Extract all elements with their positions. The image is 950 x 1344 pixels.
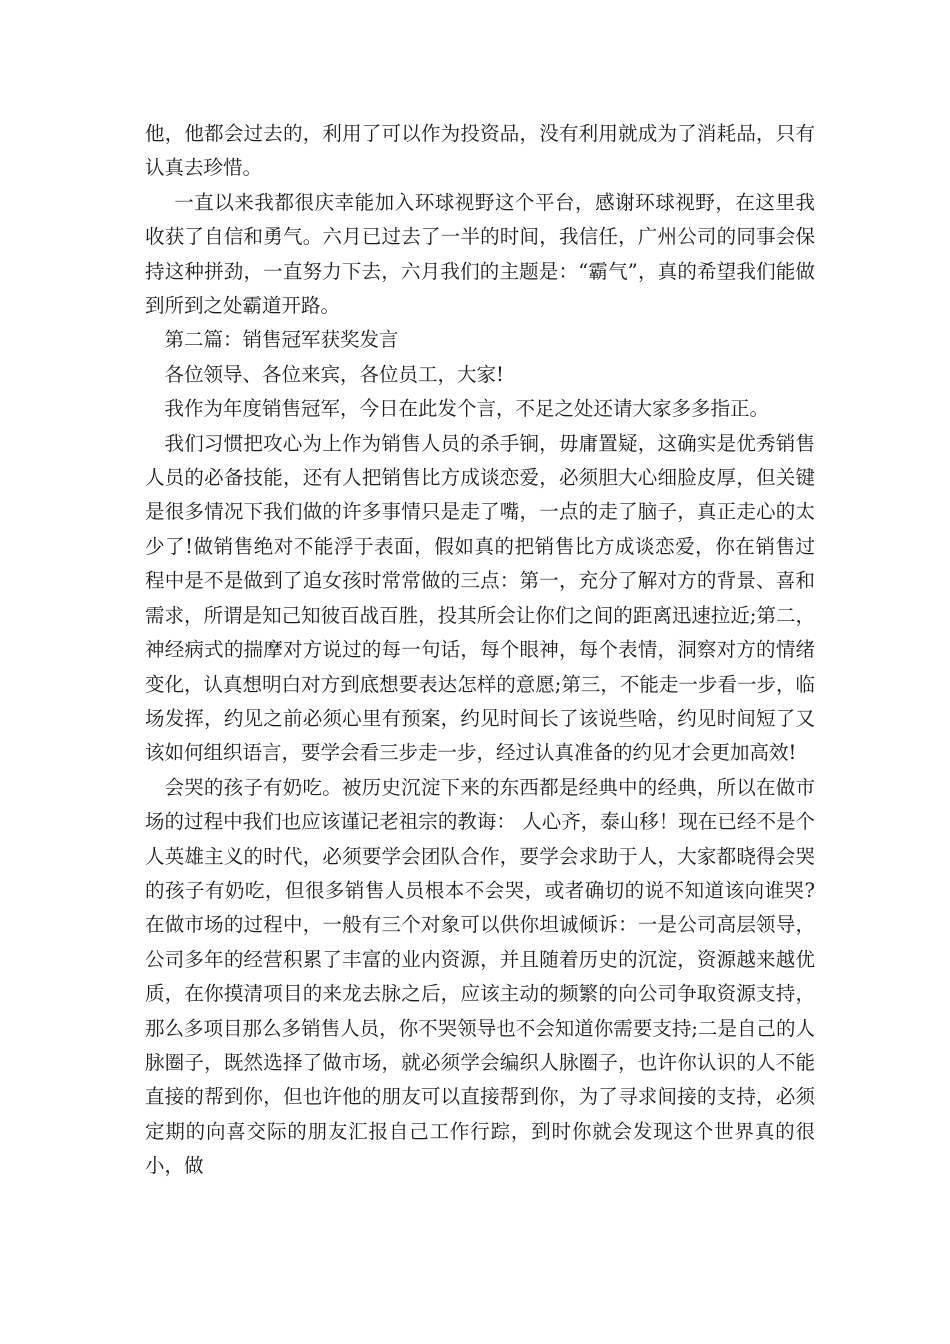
paragraph-gratitude: 一直以来我都很庆幸能加入环球视野这个平台，感谢环球视野，在这里我收获了自信和勇气。六月已过去了一半的时间，我信任，广州公司的同事会保持这种拼劲，一直努力下去，六月我们的主题是：“霸气”，真的希望我们能做到所到之处霸道开路。 (145, 190, 815, 318)
paragraph-intro: 我作为年度销售冠军，今日在此发个言，不足之处还请大家多多指正。 (164, 397, 770, 421)
section-heading: 第二篇：销售冠军获奖发言 (164, 328, 399, 352)
paragraph-continuation: 他，他都会过去的，利用了可以作为投资品，没有利用就成为了消耗品，只有认真去珍惜。 (145, 122, 815, 180)
paragraph-sales-heart: 我们习惯把攻心为上作为销售人员的杀手锏，毋庸置疑，这确实是优秀销售人员的必备技能，还有人把销售比方成谈恋爱，必须胆大心细脸皮厚，但关键是很多情况下我们做的许多事情只是走了嘴，一点的走了脑子，真正走心的太少了!做销售绝对不能浮于表面，假如真的把销售比方成谈恋爱，你在销售过程中是不是做到了追女孩时常常做的三点：第一，充分了解对方的背景、喜和需求，所谓是知己知彼百战百胜，投其所会让你们之间的距离迅速拉近;第二，神经病式的揣摩对方说过的每一句话，每个眼神，每个表情，洞察对方的情绪变化，认真想明白对方到底想要表达怎样的意愿;第三，不能走一步看一步，临场发挥，约见之前必须心里有预案，约见时间长了该说些啥，约见时间短了又该如何组织语言，要学会看三步走一步，经过认真准备的约见才会更加高效! (145, 431, 815, 765)
document-body (145, 117, 815, 1184)
paragraph-crying-child: 会哭的孩子有奶吃。被历史沉淀下来的东西都是经典中的经典，所以在做市场的过程中我们也应该谨记老祖宗的教诲： 人心齐，泰山移！现在已经不是个人英雄主义的时代，必须要学会团队合作，要学会求助于人，大家都晓得会哭的孩子有奶吃，但很多销售人员根本不会哭，或者确切的说不知道该向谁哭?在做市场的过程中，一般有三个对象可以供你坦诚倾诉：一是公司高层领导，公司多年的经营积累了丰富的业内资源，并且随着历史的沉淀，资源越来越优质，在你摸清项目的来龙去脉之后，应该主动的频繁的向公司争取资源支持，那么多项目那么多销售人员，你不哭领导也不会知道你需要支持;二是自己的人脉圈子，既然选择了做市场，就必须学会编织人脉圈子，也许你认识的人不能直接的帮到你，但也许他的朋友可以直接帮到你，为了寻求间接的支持，必须定期的向喜交际的朋友汇报自己工作行踪，到时你就会发现这个世界真的很小，做 (145, 775, 815, 1178)
paragraph-greeting: 各位领导、各位来宾，各位员工，大家! (164, 362, 504, 386)
